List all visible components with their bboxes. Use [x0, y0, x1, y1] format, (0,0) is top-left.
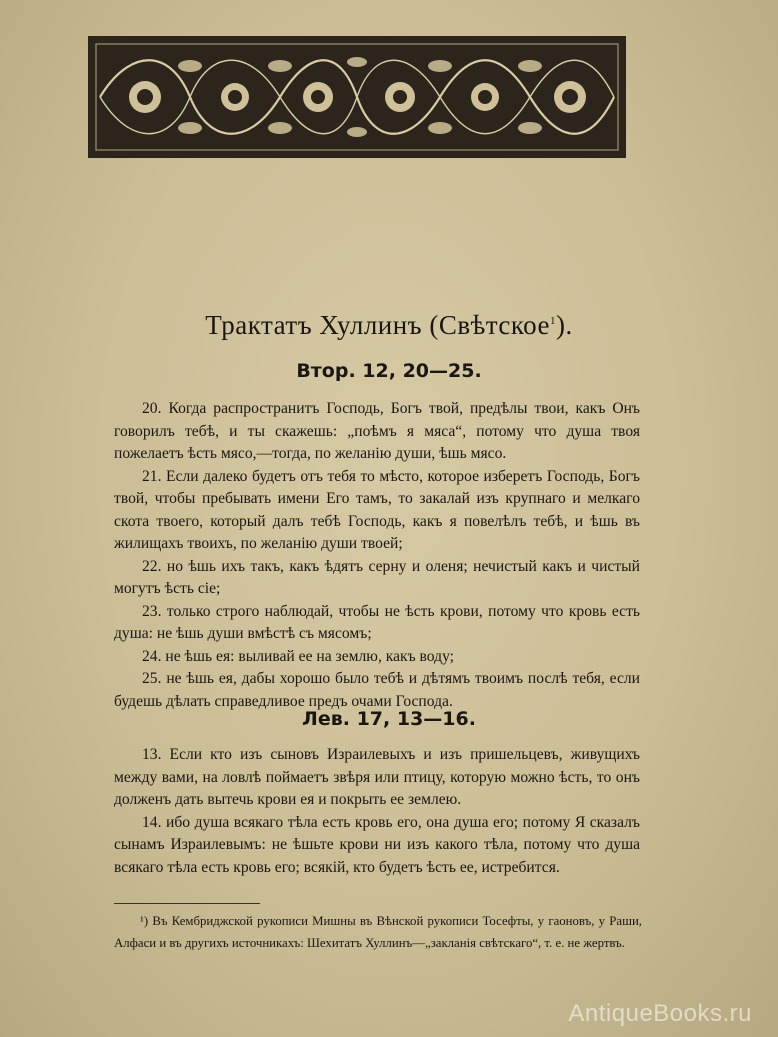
verse-paragraph: 13. Если кто изъ сыновъ Израилевыхъ и изъ пришельцевъ, живущихъ между вами, на ловлѣ поймаетъ звѣря или птицу, которую можно ѣсть, то онъ долженъ дать вытечь крови ея и покрыть ее землею. — [114, 746, 640, 808]
page-title — [0, 310, 778, 341]
footnote-text: ¹) Въ Кембриджской рукописи Мишны въ Вѣнской рукописи Тосефты, у гаоновъ, у Раши, Алфаси и въ другихъ источникахъ: Шехитатъ Хуллинъ—„закланія свѣтскаго“, т. е. не жертвъ. — [114, 914, 642, 950]
verse-paragraph: 25. не ѣшь ея, дабы хорошо было тебѣ и дѣтямъ твоимъ послѣ тебя, если будешь дѣлать справедливое предъ очами Господа. — [114, 670, 640, 710]
section-text-leviticus — [114, 744, 640, 879]
section-heading-leviticus: Лев. 17, 13—16. — [302, 708, 476, 730]
footnote-marker: 1 — [549, 315, 556, 327]
verse-paragraph: 21. Если далеко будетъ отъ тебя то мѣсто, которое изберетъ Господь, Богъ твой, чтобы пребывать имени Его тамъ, то закалай изъ крупнаго и мелкаго скота твоего, который далъ тебѣ Господь, какъ я повелѣлъ тебѣ, и ѣшь въ жилищахъ твоихъ, по желанію души твоей; — [114, 467, 640, 552]
section-text-deuteronomy — [114, 398, 640, 713]
verse-paragraph: 14. ибо душа всякаго тѣла есть кровь его, она душа его; потому Я сказалъ сынамъ Израилевымъ: не ѣшьте крови ни изъ какого тѣла, потому что душа всякаго тѣла есть кровь его; всякій, кто будетъ ѣсть ее, истребится. — [114, 813, 640, 876]
verse-paragraph: 24. не ѣшь ея: выливай ее на землю, какъ воду; — [142, 647, 454, 665]
footnote — [114, 910, 642, 954]
verse-paragraph: 22. но ѣшь ихъ такъ, какъ ѣдятъ серну и оленя; нечистый какъ и чистый могутъ ѣсть сіе; — [114, 557, 640, 597]
footnote-divider — [114, 903, 260, 904]
ornamental-headpiece — [88, 36, 626, 158]
floral-ornament-icon — [90, 38, 624, 156]
watermark: AntiqueBooks.ru — [568, 1000, 752, 1027]
section-heading-deuteronomy: Втор. 12, 20—25. — [296, 360, 482, 382]
verse-paragraph: 23. только строго наблюдай, чтобы не ѣсть крови, потому что кровь есть душа: не ѣшь души вмѣстѣ съ мясомъ; — [114, 602, 640, 642]
verse-paragraph: 20. Когда распространитъ Господь, Богъ твой, предѣлы твои, какъ Онъ говорилъ тебѣ, и ты скажешь: „поѣмъ я мяса“, потому что душа твоя пожелаетъ ѣсть мясо,—тогда, по желанію души, ѣшь мясо. — [114, 400, 640, 462]
title-text: Трактатъ Хуллинъ (Свѣтское — [205, 310, 550, 340]
title-close: ). — [555, 310, 573, 340]
